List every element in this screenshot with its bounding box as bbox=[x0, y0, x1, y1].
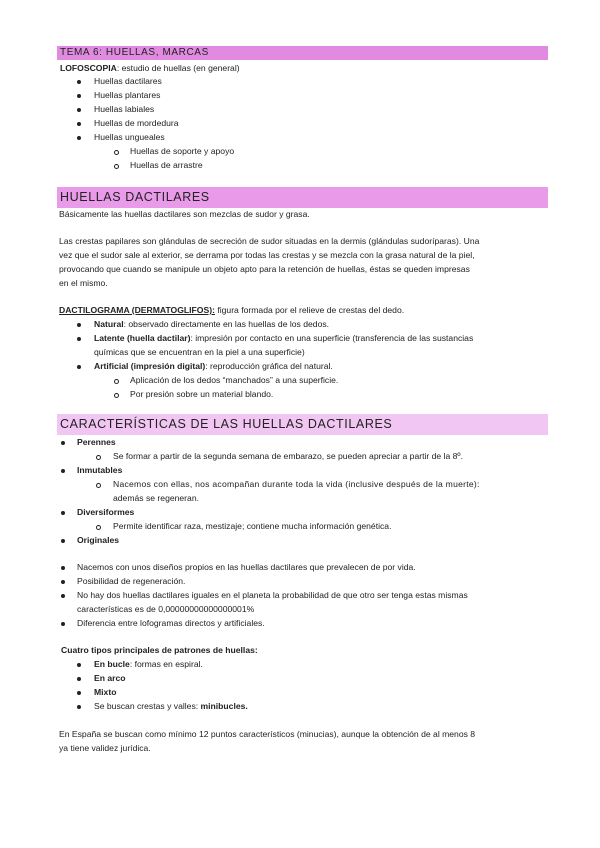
circle-bullet-icon bbox=[96, 455, 101, 460]
bullet-icon bbox=[77, 136, 81, 140]
pattern-item bbox=[94, 701, 248, 712]
sub-list-item: Se formar a partir de la segunda semana de embarazo, se pueden apreciar a partir de la 8º. bbox=[113, 451, 463, 461]
patterns-title: Cuatro tipos principales de patrones de huellas: bbox=[61, 645, 258, 655]
list-item-diversiformes: Diversiformes bbox=[77, 507, 135, 517]
pattern-item: Mixto bbox=[94, 687, 117, 697]
pattern-term: En bucle bbox=[94, 659, 130, 669]
list-item: Huellas de mordedura bbox=[94, 118, 179, 128]
type-term: Artificial (impresión digital) bbox=[94, 361, 206, 371]
list-item: Huellas ungueales bbox=[94, 132, 165, 142]
pattern-item: En arco bbox=[94, 673, 126, 683]
lofoscopia-def: : estudio de huellas (en general) bbox=[116, 63, 240, 73]
bullet-icon bbox=[77, 122, 81, 126]
dactilograma-line bbox=[59, 305, 404, 316]
sub-list-item: Aplicación de los dedos “manchados” a una superficie. bbox=[130, 375, 339, 385]
list-item: Huellas plantares bbox=[94, 90, 161, 100]
circle-bullet-icon bbox=[114, 150, 119, 155]
bullet-icon bbox=[77, 94, 81, 98]
circle-bullet-icon bbox=[114, 164, 119, 169]
list-item bbox=[94, 361, 333, 372]
type-def: : reproducción gráfica del natural. bbox=[205, 361, 333, 371]
fact-item: Diferencia entre lofogramas directos y artificiales. bbox=[77, 618, 265, 628]
circle-bullet-icon bbox=[96, 483, 101, 488]
pattern-tail: minibucles. bbox=[200, 701, 248, 711]
list-item bbox=[94, 333, 473, 344]
circle-bullet-icon bbox=[96, 525, 101, 530]
pattern-def: : formas en espiral. bbox=[129, 659, 203, 669]
dactilograma-term: DACTILOGRAMA (DERMATOGLIFOS): bbox=[59, 305, 215, 315]
sub-list-item: Huellas de arrastre bbox=[130, 160, 203, 170]
paragraph-line: ya tiene validez jurídica. bbox=[59, 743, 151, 753]
bullet-icon bbox=[77, 337, 81, 341]
section-header-tema6: TEMA 6: HUELLAS, MARCAS bbox=[57, 46, 548, 60]
bullet-icon bbox=[61, 580, 65, 584]
bullet-icon bbox=[77, 691, 81, 695]
list-item-inmutables: Inmutables bbox=[77, 465, 123, 475]
bullet-icon bbox=[61, 622, 65, 626]
type-term: Natural bbox=[94, 319, 124, 329]
bullet-icon bbox=[61, 539, 65, 543]
list-item-cont: químicas que se encuentran en la piel a una superficie) bbox=[94, 347, 305, 357]
sub-list-item: Huellas de soporte y apoyo bbox=[130, 146, 235, 156]
bullet-icon bbox=[77, 663, 81, 667]
fact-item: Nacemos con unos diseños propios en las huellas dactilares que prevalecen de por vida. bbox=[77, 562, 416, 572]
type-def: : observado directamente en las huellas de los dedos. bbox=[123, 319, 330, 329]
pattern-item bbox=[94, 659, 203, 670]
bullet-icon bbox=[77, 705, 81, 709]
pattern-def: Se buscan crestas y valles: bbox=[94, 701, 201, 711]
paragraph-line: en el mismo. bbox=[59, 278, 108, 288]
section-header-huellas-dactilares: HUELLAS DACTILARES bbox=[57, 187, 548, 208]
list-item: Huellas dactilares bbox=[94, 76, 162, 86]
bullet-icon bbox=[61, 594, 65, 598]
list-item-perennes: Perennes bbox=[77, 437, 116, 447]
sub-list-item: Nacemos con ellas, nos acompañan durante toda la vida (inclusive después de la muerte): bbox=[113, 479, 480, 489]
sub-list-item: Permite identificar raza, mestizaje; contiene mucha información genética. bbox=[113, 521, 392, 531]
bullet-icon bbox=[77, 80, 81, 84]
paragraph-line: vez que el sudor sale al exterior, se derrama por todas las crestas y se mezcla con la grasa natural de la piel, bbox=[59, 250, 475, 260]
bullet-icon bbox=[61, 469, 65, 473]
lofoscopia-line bbox=[60, 63, 240, 74]
type-term: Latente (huella dactilar) bbox=[94, 333, 191, 343]
paragraph: Básicamente las huellas dactilares son mezclas de sudor y grasa. bbox=[59, 209, 310, 219]
paragraph-line: Las crestas papilares son glándulas de secreción de sudor situadas en la dermis (glándulas sudoríparas). Una bbox=[59, 236, 480, 246]
dactilograma-def: figura formada por el relieve de crestas del dedo. bbox=[214, 305, 405, 315]
fact-item-cont: características es de 0,00000000000000001% bbox=[77, 604, 255, 614]
section-header-caracteristicas: CARACTERÍSTICAS DE LAS HUELLAS DACTILARES bbox=[57, 414, 548, 435]
bullet-icon bbox=[61, 566, 65, 570]
fact-item: No hay dos huellas dactilares iguales en el planeta la probabilidad de que otro ser tenga estas mismas bbox=[77, 590, 468, 600]
bullet-icon bbox=[77, 365, 81, 369]
circle-bullet-icon bbox=[114, 379, 119, 384]
paragraph-line: En España se buscan como mínimo 12 puntos característicos (minucias), aunque la obtención de al menos 8 bbox=[59, 729, 476, 739]
sub-list-item: Por presión sobre un material blando. bbox=[130, 389, 274, 399]
bullet-icon bbox=[77, 108, 81, 112]
bullet-icon bbox=[61, 441, 65, 445]
type-def: : impresión por contacto en una superficie (transferencia de las sustancias bbox=[190, 333, 474, 343]
fact-item: Posibilidad de regeneración. bbox=[77, 576, 186, 586]
sub-list-item-cont: además se regeneran. bbox=[113, 493, 199, 503]
lofoscopia-term: LOFOSCOPIA bbox=[60, 63, 117, 73]
bullet-icon bbox=[61, 511, 65, 515]
list-item bbox=[94, 319, 329, 330]
bullet-icon bbox=[77, 323, 81, 327]
bullet-icon bbox=[77, 677, 81, 681]
paragraph-line: provocando que cuando se manipule un objeto apto para la retención de huellas, éstas se queden impresas bbox=[59, 264, 470, 274]
list-item-originales: Originales bbox=[77, 535, 120, 545]
circle-bullet-icon bbox=[114, 393, 119, 398]
list-item: Huellas labiales bbox=[94, 104, 155, 114]
